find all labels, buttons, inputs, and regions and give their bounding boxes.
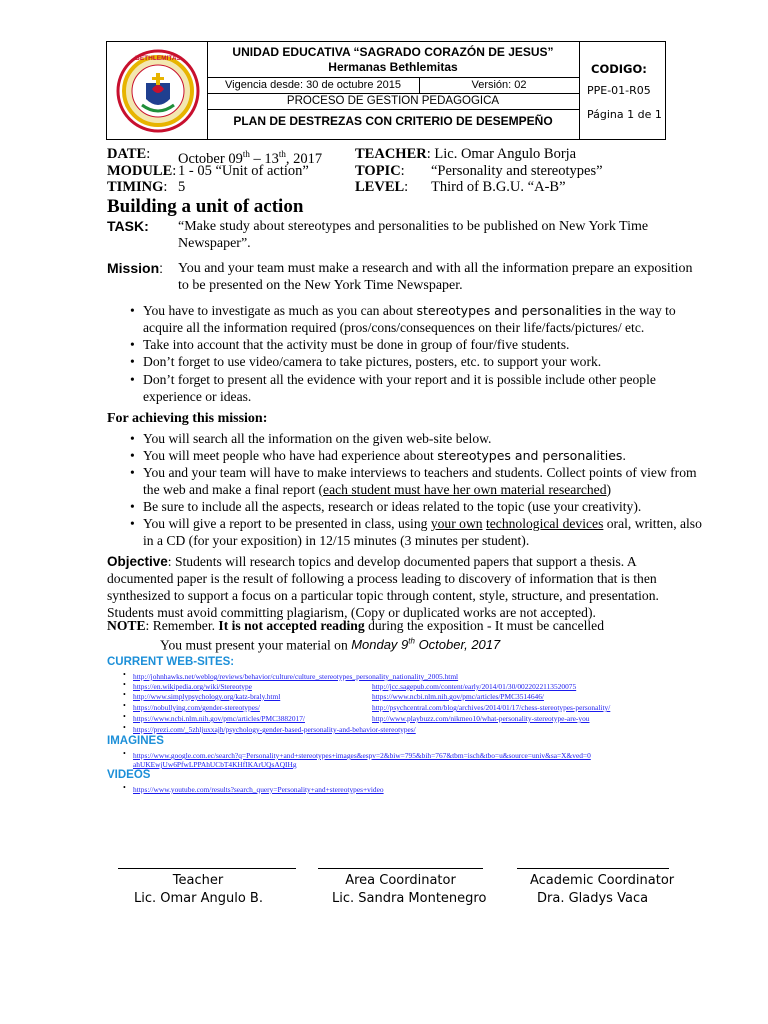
page-number: Página 1 de 1	[587, 108, 662, 121]
website-link-6[interactable]: https://prezi.com/_5zhljuxxajh/psychology-gender-based-personality-and-behavior-stereotypes/	[133, 725, 416, 734]
order-name: Hermanas Bethlemitas	[328, 60, 458, 74]
date-value: October 09th – 13th, 2017	[178, 149, 323, 167]
note-deadline: You must present your material on Monday 9th October, 2017	[160, 637, 501, 653]
task-line-2: Newspaper”.	[178, 236, 251, 251]
area-coordinator-signature-line	[318, 868, 483, 869]
signature-name-academic: Dra. Gladys Vaca	[537, 891, 649, 906]
mission-bullet-1: • You have to investigate as much as you can about stereotypes and personalities in the way to	[130, 303, 676, 318]
task-line-1: “Make study about stereotypes and personalities to be published on New York Time	[178, 219, 649, 234]
objective-label: Objective	[107, 554, 168, 569]
achieving-bullet-3: • You and your team will have to make interviews to teachers and students. Collect points of view from	[130, 465, 697, 480]
website-link-9[interactable]: http://psychcentral.com/blog/archives/2014/01/17/chess-stereotypes-personality/	[372, 703, 611, 712]
images-link[interactable]: https://www.google.com.ec/search?q=Personality+and+stereotypes+images&espv=2&biw=795&bih=767&tbm=isch&tbo=u&source=univ&sa=X&ved=0	[133, 751, 591, 760]
timing-row: TIMING:	[107, 179, 168, 195]
signature-role-academic: Academic Coordinator	[530, 873, 675, 888]
code-label: CODIGO:	[591, 62, 647, 76]
achieving-bullet-5: • You will give a report to be presented in class, using your own technological devices oral, written, also	[130, 516, 702, 531]
timing-label: TIMING	[107, 179, 164, 195]
process-name: PROCESO DE GESTION PEDAGOGICA	[286, 95, 500, 107]
signature-name-area: Lic. Sandra Montenegro	[332, 891, 487, 906]
teacher-signature-line	[118, 868, 296, 869]
mission-bullet-1-cont: acquire all the information required (pros/cons/consequences on their life/facts/pictures/ etc.	[143, 320, 645, 335]
achieving-bullet-3-cont: the web and make a final report (each student must have her own material researched)	[143, 482, 612, 497]
academic-coordinator-signature-line	[517, 868, 669, 869]
achieving-heading: For achieving this mission:	[107, 411, 268, 426]
website-link-3[interactable]: http://www.simplypsychology.org/katz-braly.html	[133, 692, 281, 701]
website-link-4[interactable]: https://nobullying.com/gender-stereotypes/	[133, 703, 260, 712]
page-title: Building a unit of action	[107, 196, 304, 217]
level-value: Third of B.G.U. “A-B”	[431, 179, 566, 195]
videos-heading: VIDEOS	[107, 769, 151, 781]
website-link-5[interactable]: https://www.ncbi.nlm.nih.gov/pmc/articles/PMC3882017/	[133, 714, 305, 723]
images-link-cont[interactable]: ahUKEwjUw6PfwLPPAhUCbT4KHfIKArUQsAQIHg	[133, 760, 297, 769]
achieving-bullet-5-cont: in a CD (for your exposition) in 12/15 minutes (3 minutes per student).	[143, 533, 530, 548]
images-heading: IMAGINES	[107, 735, 164, 747]
teacher-row	[355, 146, 576, 163]
level-label: LEVEL	[355, 179, 405, 195]
note-label: NOTE	[107, 618, 146, 633]
date-label: DATE	[107, 146, 147, 162]
signature-name-teacher: Lic. Omar Angulo B.	[134, 891, 263, 906]
achieving-bullet-4: • Be sure to include all the aspects, research or ideas related to the topic (use your creativity).	[130, 499, 642, 514]
achieving-bullet-1: • You will search all the information on the given web-site below.	[130, 431, 492, 446]
mission-bullet-4: • Don’t forget to present all the evidence with your report and it is possible include other people	[130, 372, 656, 387]
topic-row: TOPIC:	[355, 163, 405, 179]
teacher-value: : Lic. Omar Angulo Borja	[426, 146, 577, 162]
signature-role-area: Area Coordinator	[345, 873, 456, 888]
code-value: PPE-01-R05	[587, 84, 651, 97]
website-link-1[interactable]: http://johnhawks.net/weblog/reviews/behavior/culture/culture_stereotypes_personality_nationality_2005.html	[133, 672, 459, 681]
date-row: DATE:	[107, 146, 151, 162]
website-link-10[interactable]: http://www.playbuzz.com/nikmeo10/what-personality-stereotype-are-you	[372, 714, 590, 723]
version: Versión: 02	[471, 79, 527, 91]
mission-bullet-3: • Don’t forget to use video/camera to take pictures, posters, etc. to support your work.	[130, 354, 602, 369]
mission-bullet-2: • Take into account that the activity must be done in group of four/five students.	[130, 337, 570, 352]
timing-value: 5	[178, 179, 186, 195]
school-logo	[116, 47, 200, 135]
validity-date: Vigencia desde: 30 de octubre 2015	[225, 79, 401, 91]
signature-role-teacher: Teacher	[172, 873, 224, 888]
topic-label: TOPIC	[355, 163, 401, 179]
website-link-2[interactable]: https://en.wikipedia.org/wiki/Stereotype	[133, 682, 252, 691]
document-header	[106, 41, 666, 140]
objective-paragraph: Objective: Students will research topics and develop documented papers that support a thesis. A documented paper is the result of following a process leading to discovery of information that is then synthesized to support a focus on a particular topic through content, style, structure, and presentation. Students must avoid committing plagiarism, (Copy or duplicated works are not accepted).	[107, 554, 659, 620]
achieving-bullet-2: • You will meet people who have had experience about stereotypes and personalities.	[130, 448, 626, 463]
mission-line-2: to be presented on the New York Time Newspaper.	[178, 278, 463, 293]
website-link-8[interactable]: https://www.ncbi.nlm.nih.gov/pmc/articles/PMC3514646/	[372, 692, 544, 701]
topic-value: “Personality and stereotypes”	[431, 163, 603, 179]
module-label: MODULE	[107, 163, 173, 179]
websites-heading: CURRENT WEB-SITES:	[107, 656, 235, 668]
mission-label: Mission:	[107, 260, 164, 276]
plan-title: PLAN DE DESTREZAS CON CRITERIO DE DESEMPEÑO	[233, 114, 553, 128]
school-name: UNIDAD EDUCATIVA “SAGRADO CORAZÓN DE JESUS”	[232, 45, 554, 59]
module-value: 1 - 05 “Unit of action”	[178, 163, 309, 179]
note-line: NOTE: Remember. It is not accepted reading during the exposition - It must be cancelled	[107, 618, 605, 633]
module-row: MODULE:	[107, 163, 177, 179]
logo-text: BETHLEMITAS	[135, 55, 181, 62]
teacher-label: TEACHER	[355, 146, 427, 162]
mission-bullet-4-cont: experience or ideas.	[143, 389, 252, 404]
task-label: TASK:	[107, 218, 149, 234]
videos-link[interactable]: https://www.youtube.com/results?search_query=Personality+and+stereotypes+video	[133, 785, 384, 794]
level-row: LEVEL:	[355, 179, 409, 195]
website-link-7[interactable]: http://jcc.sagepub.com/content/early/2014/01/30/0022022113520075	[372, 682, 577, 691]
mission-line-1: You and your team must make a research and with all the information prepare an exposition	[178, 261, 693, 276]
